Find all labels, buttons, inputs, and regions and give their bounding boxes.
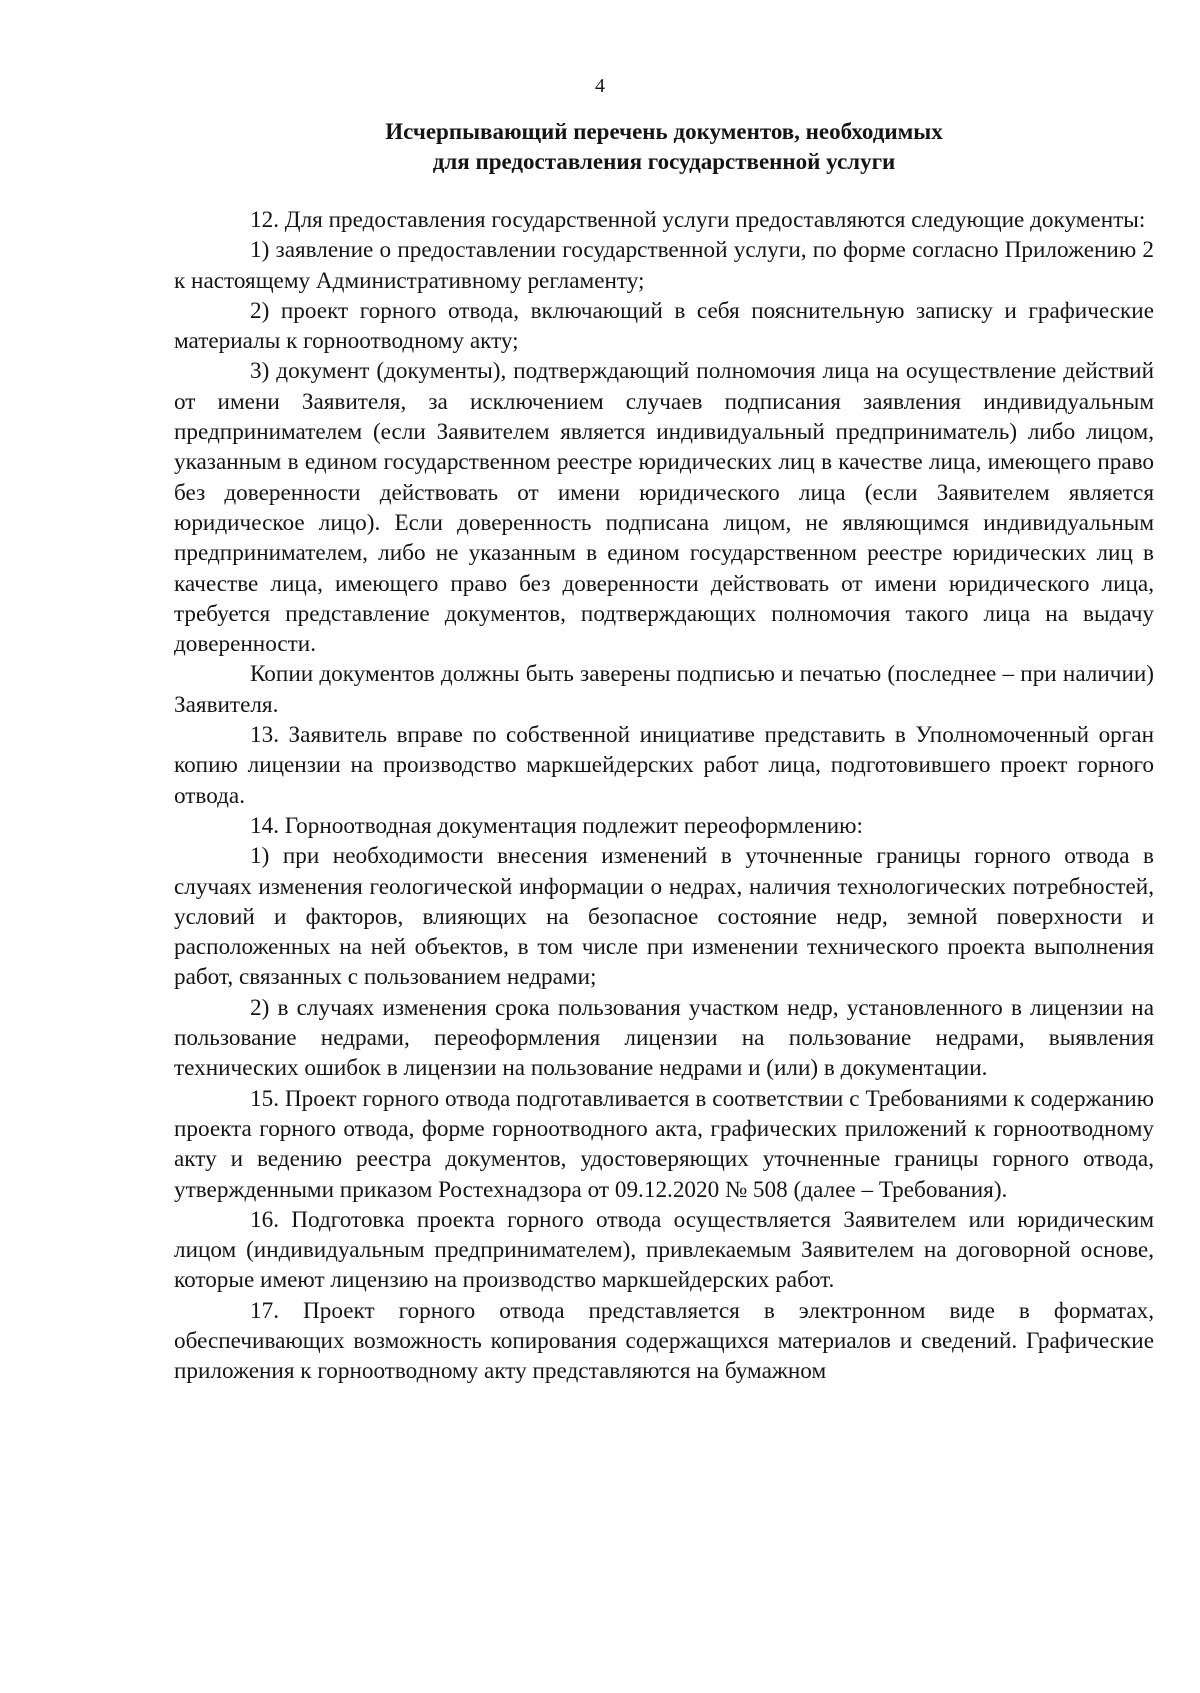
section-heading-line-2: для предоставления государственной услуги xyxy=(432,149,896,174)
paragraph-item-12: 12. Для предоставления государственной услуги предоставляются следующие документы: xyxy=(250,207,1146,233)
paragraph-item-13: 13. Заявитель вправе по собственной инициативе представить в Уполномоченный орган копию лицензии на производство маркшейдерских работ лица, подготовившего проект горного отвода. xyxy=(174,722,1154,809)
paragraph-subitem-14-1: 1) при необходимости внесения изменений в уточненные границы горного отвода в случаях изменения геологической информации о недрах, наличия технологических потребностей, условий и факторов, влияющих на безопасное состояние недр, земной поверхности и расположенных на ней объектов, в том числе при изменении технического проекта выполнения работ, связанных с пользованием недрами; xyxy=(174,843,1154,991)
paragraph-item-14: 14. Горноотводная документация подлежит переоформлению: xyxy=(250,812,863,839)
section-heading xyxy=(174,117,1154,177)
paragraph-item-15: 15. Проект горного отвода подготавливается в соответствии с Требованиями к содержанию проекта горного отвода, форме горноотводного акта, графических приложений к горноотводному акту и ведению реестра документов, удостоверяющих уточненные границы горного отвода, утвержденными приказом Ростехнадзора от 09.12.2020 № 508 (далее – Требования). xyxy=(174,1085,1154,1203)
paragraph-copies-note: Копии документов должны быть заверены подписью и печатью (последнее – при наличии) Заявителя. xyxy=(174,661,1154,718)
paragraph-subitem-12-1: 1) заявление о предоставлении государственной услуги, по форме согласно Приложению 2 к настоящему Административному регламенту; xyxy=(174,237,1154,294)
paragraph-subitem-14-2: 2) в случаях изменения срока пользования участком недр, установленного в лицензии на пользование недрами, переоформления лицензии на пользование недрами, выявления технических ошибок в лицензии на пользование недрами и (или) в документации. xyxy=(174,994,1154,1082)
section-heading-line-1: Исчерпывающий перечень документов, необходимых xyxy=(385,119,943,144)
paragraph-item-16: 16. Подготовка проекта горного отвода осуществляется Заявителем или юридическим лицом (индивидуальным предпринимателем), привлекаемым Заявителем на договорной основе, которые имеют лицензию на производство маркшейдерских работ. xyxy=(174,1206,1154,1294)
document-body xyxy=(174,205,1154,1387)
paragraph-subitem-12-3: 3) документ (документы), подтверждающий полномочия лица на осуществление действий от имени Заявителя, за исключением случаев подписания заявления индивидуальным предпринимателем (если Заявителем является индивидуальный предприниматель) либо лицом, указанным в едином государственном реестре юридических лиц в качестве лица, имеющего право без доверенности действовать от имени юридического лица (если Заявителем является юридическое лицо). Если доверенность подписана лицом, не являющимся индивидуальным предпринимателем, либо не указанным в едином государственном реестре юридических лиц в качестве лица, имеющего право без доверенности действовать от имени юридического лица, требуется представление документов, подтверждающих полномочия такого лица на выдачу доверенности. xyxy=(174,358,1154,658)
page-number: 4 xyxy=(595,75,605,97)
paragraph-item-17: 17. Проект горного отвода представляется в электронном виде в форматах, обеспечивающих возможность копирования содержащихся материалов и сведений. Графические приложения к горноотводному акту представляются на бумажном xyxy=(174,1297,1154,1385)
paragraph-subitem-12-2: 2) проект горного отвода, включающий в себя пояснительную записку и графические материалы к горноотводному акту; xyxy=(174,297,1154,355)
